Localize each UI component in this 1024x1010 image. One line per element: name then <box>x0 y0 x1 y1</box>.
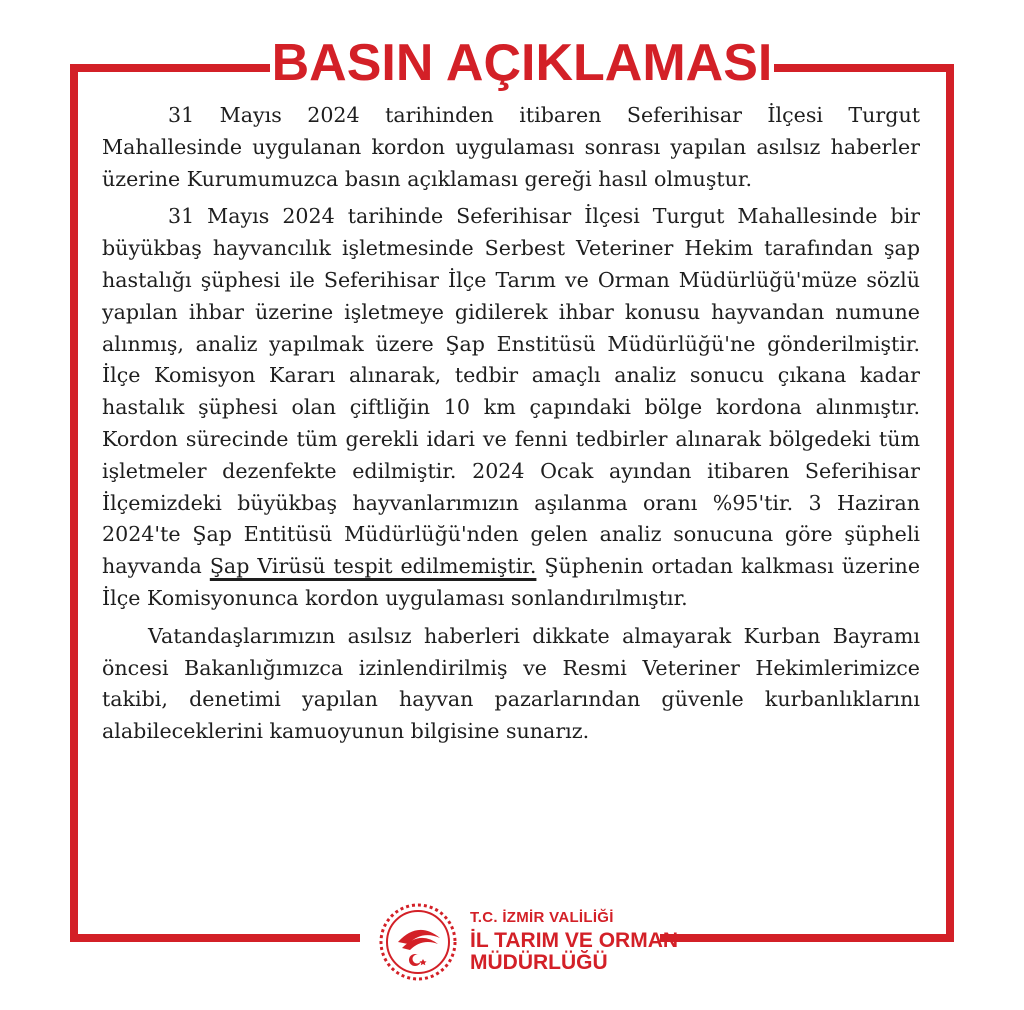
paragraph-intro: 31 Mayıs 2024 tarihinden itibaren Seferihisar İlçesi Turgut Mahallesinde uygulanan kordon uygulaması sonrası yapılan asılsız haberler üzerine Kurumumuzca basın açıklaması gereği hasıl olmuştur. <box>102 103 920 191</box>
frame-bottom-right <box>660 934 954 942</box>
ministry-emblem-icon <box>378 902 458 982</box>
logo-line-directorate-2: MÜDÜRLÜĞÜ <box>470 950 608 974</box>
frame-left <box>70 64 78 942</box>
paragraph-details-part1: 31 Mayıs 2024 tarihinde Seferihisar İlçesi Turgut Mahallesinde bir büyükbaş hayvancılık işletmesinde Serbest Veteriner Hekim tarafından şap hastalığı şüphesi ile Seferihisar İlçe Tarım ve Orman Müdürlüğü'müze sözlü yapılan ihbar üzerine işletmeye gidilerek ihbar konusu hayvandan numune alınmış, analiz yapılmak üzere Şap Enstitüsü Müdürlüğü'ne gönderilmiştir. İlçe Komisyon Kararı alınarak, tedbir amaçlı analiz sonucu çıkana kadar hastalık şüphesi olan çiftliğin 10 km çapındaki bölge kordona alınmıştır. Kordon sürecinde tüm gerekli idari ve fenni tedbirler alınarak bölgedeki tüm işletmeler dezenfekte edilmiştir. 2024 Ocak ayından itibaren Seferihisar İlçemizdeki büyükbaş hayvanlarımızın aşılanma oranı %95'tir. 3 Haziran 2024'te Şap Entitüsü Müdürlüğü'nden gelen analiz sonucuna göre şüpheli hayvanda <box>102 204 920 579</box>
paragraph-details-part2: Şüphenin ortadan kalkması üzerine İlçe Komisyonunca kordon uygulaması sonlandırılmıştır. <box>102 554 921 610</box>
virus-not-detected-statement: Şap Virüsü tespit edilmemiştir. <box>209 554 537 579</box>
press-release-body <box>102 100 920 754</box>
frame-top-right <box>774 64 954 72</box>
logo-line-directorate: İL TARIM VE ORMAN <box>470 928 679 952</box>
frame-right <box>946 64 954 942</box>
paragraph-closing: Vatandaşlarımızın asılsız haberleri dikkate almayarak Kurban Bayramı öncesi Bakanlığımızca izinlendirilmiş ve Resmi Veteriner Hekimlerimizce takibi, denetimi yapılan hayvan pazarlarından güvenle kurbanlıklarını alabileceklerini kamuoyunun bilgisine sunarız. <box>102 623 920 744</box>
page-title: BASIN AÇIKLAMASI <box>271 34 773 92</box>
frame-bottom-left <box>70 934 360 942</box>
ministry-logo-text <box>470 910 678 974</box>
logo-line-governorship: T.C. İZMİR VALİLİĞİ <box>470 909 614 926</box>
paragraph-details <box>102 201 920 614</box>
frame-top-left <box>70 64 270 72</box>
